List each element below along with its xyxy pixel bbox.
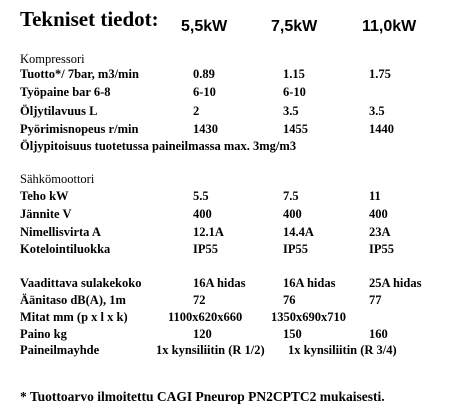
cell-enclosure-11: IP55 <box>369 242 394 256</box>
oil-content-note: Öljypitoisuus tuotetussa paineilmassa max. 3mg/m3 <box>20 139 297 153</box>
cell-voltage-7-5: 400 <box>283 207 302 221</box>
cell-output-11: 1.75 <box>369 67 391 81</box>
cell-dims-5-5: 1100x620x660 <box>168 310 243 324</box>
cell-weight-7-5: 150 <box>283 327 302 341</box>
cell-noise-5-5: 72 <box>193 293 206 307</box>
cell-power-7-5: 7.5 <box>283 189 299 203</box>
cell-rpm-11: 1440 <box>369 122 394 136</box>
cell-noise-11: 77 <box>369 293 382 307</box>
model-header-7-5kw: 7,5kW <box>271 18 318 35</box>
row-label-rated-current: Nimellisvirta A <box>20 225 101 239</box>
cell-enclosure-5-5: IP55 <box>193 242 218 256</box>
cell-weight-11: 160 <box>369 327 388 341</box>
cell-connection-7-5-11: 1x kynsiliitin (R 3/4) <box>288 343 397 357</box>
cell-connection-5-5: 1x kynsiliitin (R 1/2) <box>156 343 265 357</box>
cell-current-7-5: 14.4A <box>283 225 314 239</box>
cell-fuse-7-5: 16A hidas <box>283 276 336 290</box>
cell-voltage-11: 400 <box>369 207 388 221</box>
row-label-working-pressure: Työpaine bar 6-8 <box>20 85 111 99</box>
section-motor: Sähkömoottori <box>20 172 95 186</box>
model-header-11kw: 11,0kW <box>362 18 417 35</box>
row-label-oil-volume: Öljytilavuus L <box>20 104 98 118</box>
row-label-weight: Paino kg <box>20 327 67 341</box>
cell-output-7-5: 1.15 <box>283 67 305 81</box>
cell-fuse-11: 25A hidas <box>369 276 422 290</box>
row-label-connection: Paineilmayhde <box>20 343 100 357</box>
cell-rpm-5-5: 1430 <box>193 122 218 136</box>
cell-enclosure-7-5: IP55 <box>283 242 308 256</box>
cell-fuse-5-5: 16A hidas <box>193 276 246 290</box>
row-label-power: Teho kW <box>20 189 69 203</box>
cell-oil-7-5: 3.5 <box>283 104 299 118</box>
cell-rpm-7-5: 1455 <box>283 122 308 136</box>
row-label-enclosure: Kotelointiluokka <box>20 242 111 256</box>
section-compressor: Kompressori <box>20 52 85 66</box>
cell-voltage-5-5: 400 <box>193 207 212 221</box>
cell-power-5-5: 5.5 <box>193 189 209 203</box>
cell-pressure-5-5: 6-10 <box>193 85 216 99</box>
cell-output-5-5: 0.89 <box>193 67 215 81</box>
row-label-fuse: Vaadittava sulakekoko <box>20 276 142 290</box>
model-header-5-5kw: 5,5kW <box>181 18 228 35</box>
cell-power-11: 11 <box>369 189 381 203</box>
row-label-dimensions: Mitat mm (p x l x k) <box>20 310 128 324</box>
cell-current-11: 23A <box>369 225 391 239</box>
footnote: * Tuottoarvo ilmoitettu CAGI Pneurop PN2CPTC2 mukaisesti. <box>20 389 385 404</box>
cell-pressure-7-5: 6-10 <box>283 85 306 99</box>
cell-dims-7-5: 1350x690x710 <box>271 310 346 324</box>
row-label-output: Tuotto*/ 7bar, m3/min <box>20 67 139 81</box>
row-label-rpm: Pyörimisnopeus r/min <box>20 122 139 136</box>
cell-weight-5-5: 120 <box>193 327 212 341</box>
cell-oil-11: 3.5 <box>369 104 385 118</box>
row-label-noise: Äänitaso dB(A), 1m <box>20 293 126 307</box>
cell-noise-7-5: 76 <box>283 293 296 307</box>
cell-current-5-5: 12.1A <box>193 225 224 239</box>
row-label-voltage: Jännite V <box>20 207 72 221</box>
cell-oil-5-5: 2 <box>193 104 200 118</box>
page-title: Tekniset tiedot: <box>20 7 159 31</box>
